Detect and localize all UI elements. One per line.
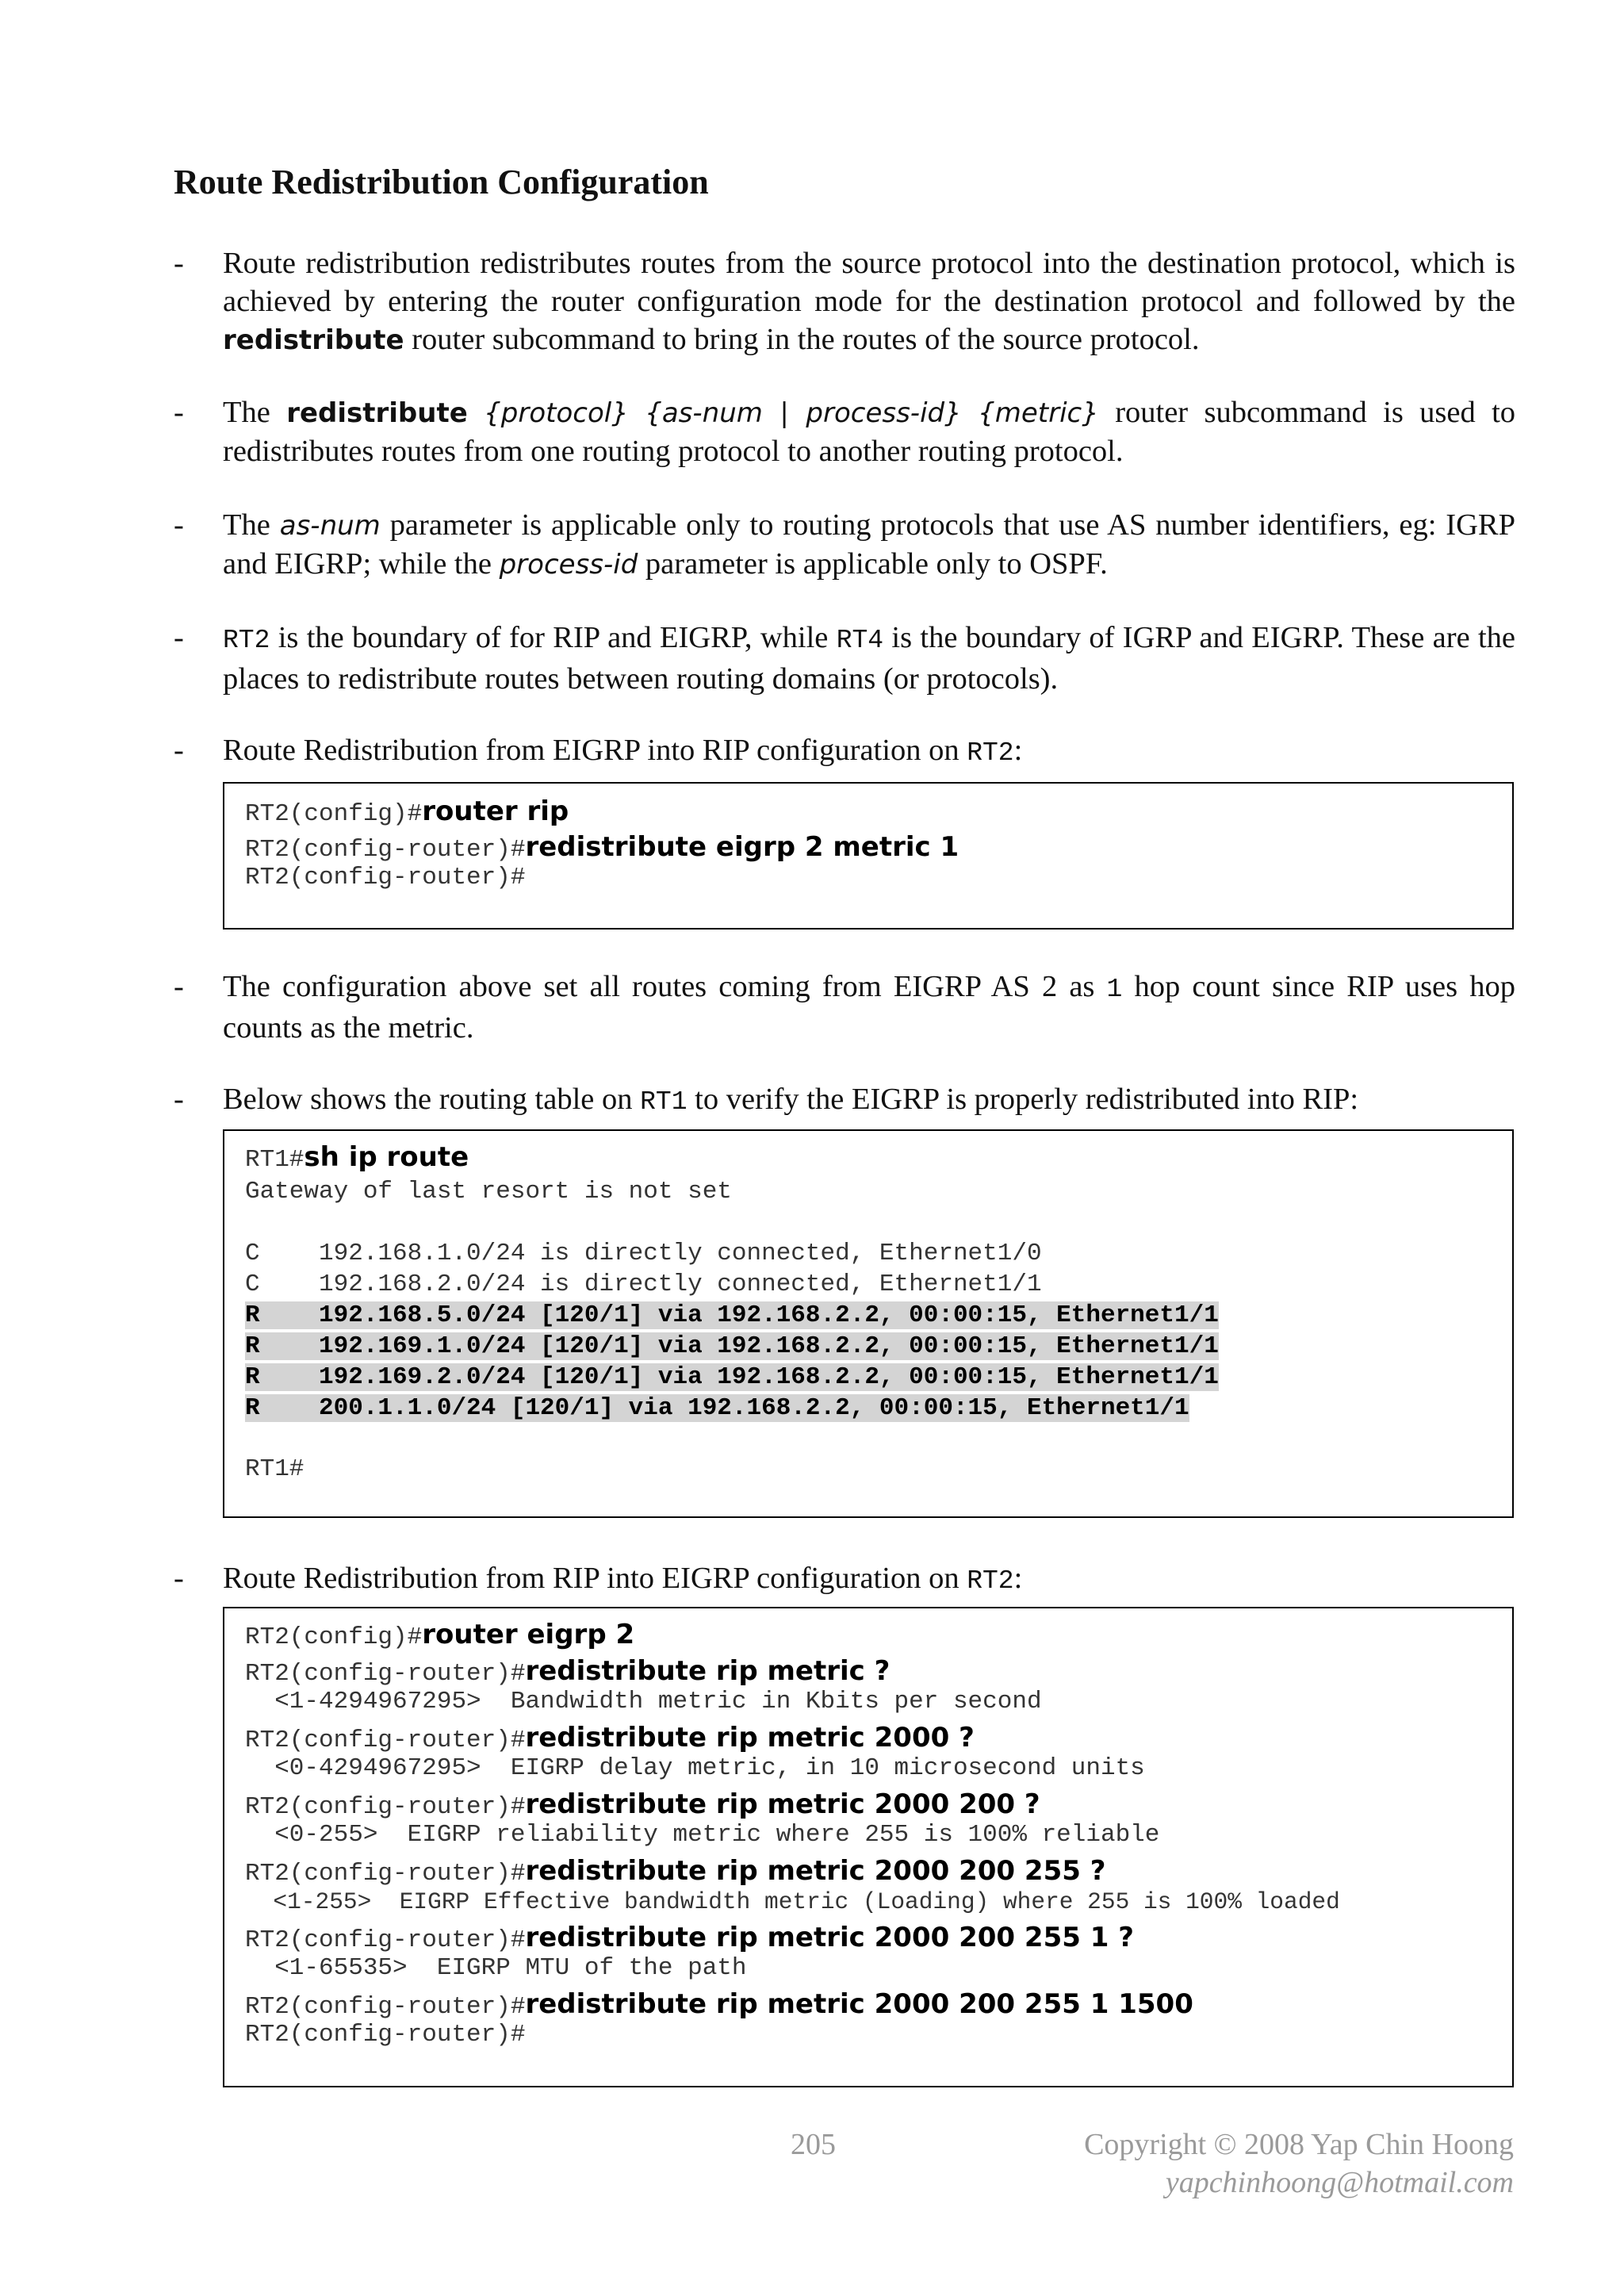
bullet-text: RT2 is the boundary of for RIP and EIGRP, while RT4 is the boundary of IGRP and EIGRP. These are the places to redistribute routes between routing domains (or protocols). — [223, 621, 1515, 696]
router-name: RT2 — [223, 626, 270, 655]
italic-param: process-id — [499, 549, 638, 581]
cli-help-line: <1-255> EIGRP Effective bandwidth metric (Loading) where 255 is 100% loaded — [245, 1888, 1340, 1915]
cli-help-line: <1-4294967295> Bandwidth metric in Kbits per second — [245, 1688, 1042, 1715]
cli-help-line: <0-255> EIGRP reliability metric where 255 is 100% reliable — [245, 1821, 1160, 1849]
cli-line: RT2(config)#router eigrp 2 — [245, 1619, 635, 1651]
bullet-dash: - — [174, 247, 184, 280]
router-name: RT2 — [967, 738, 1014, 768]
bullet-text: The redistribute {protocol} {as-num | process-id} {metric} router subcommand is used to redistributes routes from one routing protocol to another routing protocol. — [223, 396, 1516, 468]
bullet-dash: - — [174, 1083, 184, 1116]
cli-line: RT2(config-router)#redistribute rip metric 2000 200 255 1 ? — [245, 1922, 1134, 1954]
gateway-line: Gateway of last resort is not set — [245, 1178, 732, 1205]
router-name: RT2 — [967, 1566, 1014, 1596]
cli-command: router eigrp 2 — [422, 1619, 635, 1650]
cli-command: redistribute eigrp 2 metric 1 — [525, 831, 959, 863]
page-number: 205 — [791, 2128, 836, 2161]
router-name: RT1 — [640, 1087, 688, 1117]
bullet-dash: - — [174, 621, 184, 654]
cli-command: redistribute rip metric 2000 200 ? — [525, 1788, 1040, 1820]
cli-line: RT2(config-router)#redistribute rip metric 2000 ? — [245, 1722, 975, 1754]
cli-line: RT1#sh ip route — [245, 1141, 469, 1174]
cli-line: RT2(config-router)#redistribute rip metric 2000 200 255 ? — [245, 1855, 1106, 1888]
italic-param: {metric} — [978, 397, 1099, 429]
cli-help-line: <1-65535> EIGRP MTU of the path — [245, 1954, 747, 1982]
bullet-text: Route redistribution redistributes routes from the source protocol into the destination protocol, which is achieved by entering the router configuration mode for the destination protocol and followed by the redistribute router subcommand to bring in the routes of the source protocol. — [223, 247, 1515, 356]
router-name: RT4 — [836, 626, 884, 655]
author-email: yapchinhoong@hotmail.com — [1165, 2166, 1514, 2199]
bullet-text: Below shows the routing table on RT1 to verify the EIGRP is properly redistributed into RIP: — [223, 1083, 1359, 1117]
route-rip-highlighted: R 192.168.5.0/24 [120/1] via 192.168.2.2, 00:00:15, Ethernet1/1 — [245, 1301, 1219, 1329]
cli-command: router rip — [422, 795, 569, 827]
cli-line: RT2(config-router)# — [245, 864, 526, 891]
bullet-text: Route Redistribution from RIP into EIGRP configuration on RT2: — [223, 1562, 1023, 1596]
bullet-dash: - — [174, 508, 184, 542]
config-box-rip — [223, 782, 1514, 930]
cli-line: RT1# — [245, 1455, 304, 1483]
italic-param: {as-num | process-id} — [645, 397, 962, 429]
config-box-eigrp — [223, 1607, 1514, 2087]
cli-line: RT2(config)#router rip — [245, 795, 569, 828]
routing-table-box — [223, 1129, 1514, 1518]
route-rip-highlighted: R 192.169.2.0/24 [120/1] via 192.168.2.2, 00:00:15, Ethernet1/1 — [245, 1363, 1219, 1391]
route-connected: C 192.168.1.0/24 is directly connected, Ethernet1/0 — [245, 1240, 1042, 1267]
route-rip-highlighted: R 200.1.1.0/24 [120/1] via 192.168.2.2, 00:00:15, Ethernet1/1 — [245, 1394, 1189, 1422]
bullet-dash: - — [174, 970, 184, 1003]
cli-command: sh ip route — [304, 1141, 469, 1173]
cli-command: redistribute rip metric 2000 200 255 ? — [525, 1855, 1106, 1887]
bullet-text: The as-num parameter is applicable only to routing protocols that use AS number identifiers, eg: IGRP and EIGRP; while the process-id parameter is applicable only to OSPF. — [223, 508, 1515, 581]
cli-line: RT2(config-router)#redistribute eigrp 2 metric 1 — [245, 831, 959, 864]
bullet-text: The configuration above set all routes coming from EIGRP AS 2 as 1 hop count since RIP uses hop counts as the metric. — [223, 970, 1515, 1045]
cli-command: redistribute rip metric 2000 200 255 1 1500 — [525, 1988, 1193, 2020]
bullet-dash: - — [174, 1562, 184, 1595]
route-connected: C 192.168.2.0/24 is directly connected, Ethernet1/1 — [245, 1271, 1042, 1298]
cli-command: redistribute rip metric 2000 ? — [525, 1722, 975, 1754]
bullet-dash: - — [174, 396, 184, 429]
cli-line: RT2(config-router)#redistribute rip metric 2000 200 ? — [245, 1788, 1040, 1821]
cli-line: RT2(config-router)# — [245, 2021, 526, 2049]
copyright-notice: Copyright © 2008 Yap Chin Hoong — [1084, 2128, 1514, 2161]
italic-param: as-num — [279, 510, 381, 542]
cli-help-line: <0-4294967295> EIGRP delay metric, in 10 microsecond units — [245, 1754, 1145, 1782]
italic-param: {protocol} — [484, 397, 629, 429]
bold-term: redistribute — [223, 324, 404, 356]
bullet-text: Route Redistribution from EIGRP into RIP configuration on RT2: — [223, 734, 1023, 768]
page-title: Route Redistribution Configuration — [174, 163, 709, 201]
route-rip-highlighted: R 192.169.1.0/24 [120/1] via 192.168.2.2, 00:00:15, Ethernet1/1 — [245, 1332, 1219, 1360]
cli-line: RT2(config-router)#redistribute rip metric 2000 200 255 1 1500 — [245, 1988, 1193, 2021]
cli-command: redistribute rip metric ? — [525, 1655, 891, 1687]
cli-line: RT2(config-router)#redistribute rip metric ? — [245, 1655, 891, 1688]
metric-value: 1 — [1106, 975, 1123, 1004]
bold-term: redistribute — [286, 397, 468, 429]
cli-command: redistribute rip metric 2000 200 255 1 ? — [525, 1922, 1134, 1953]
bullet-dash: - — [174, 734, 184, 767]
